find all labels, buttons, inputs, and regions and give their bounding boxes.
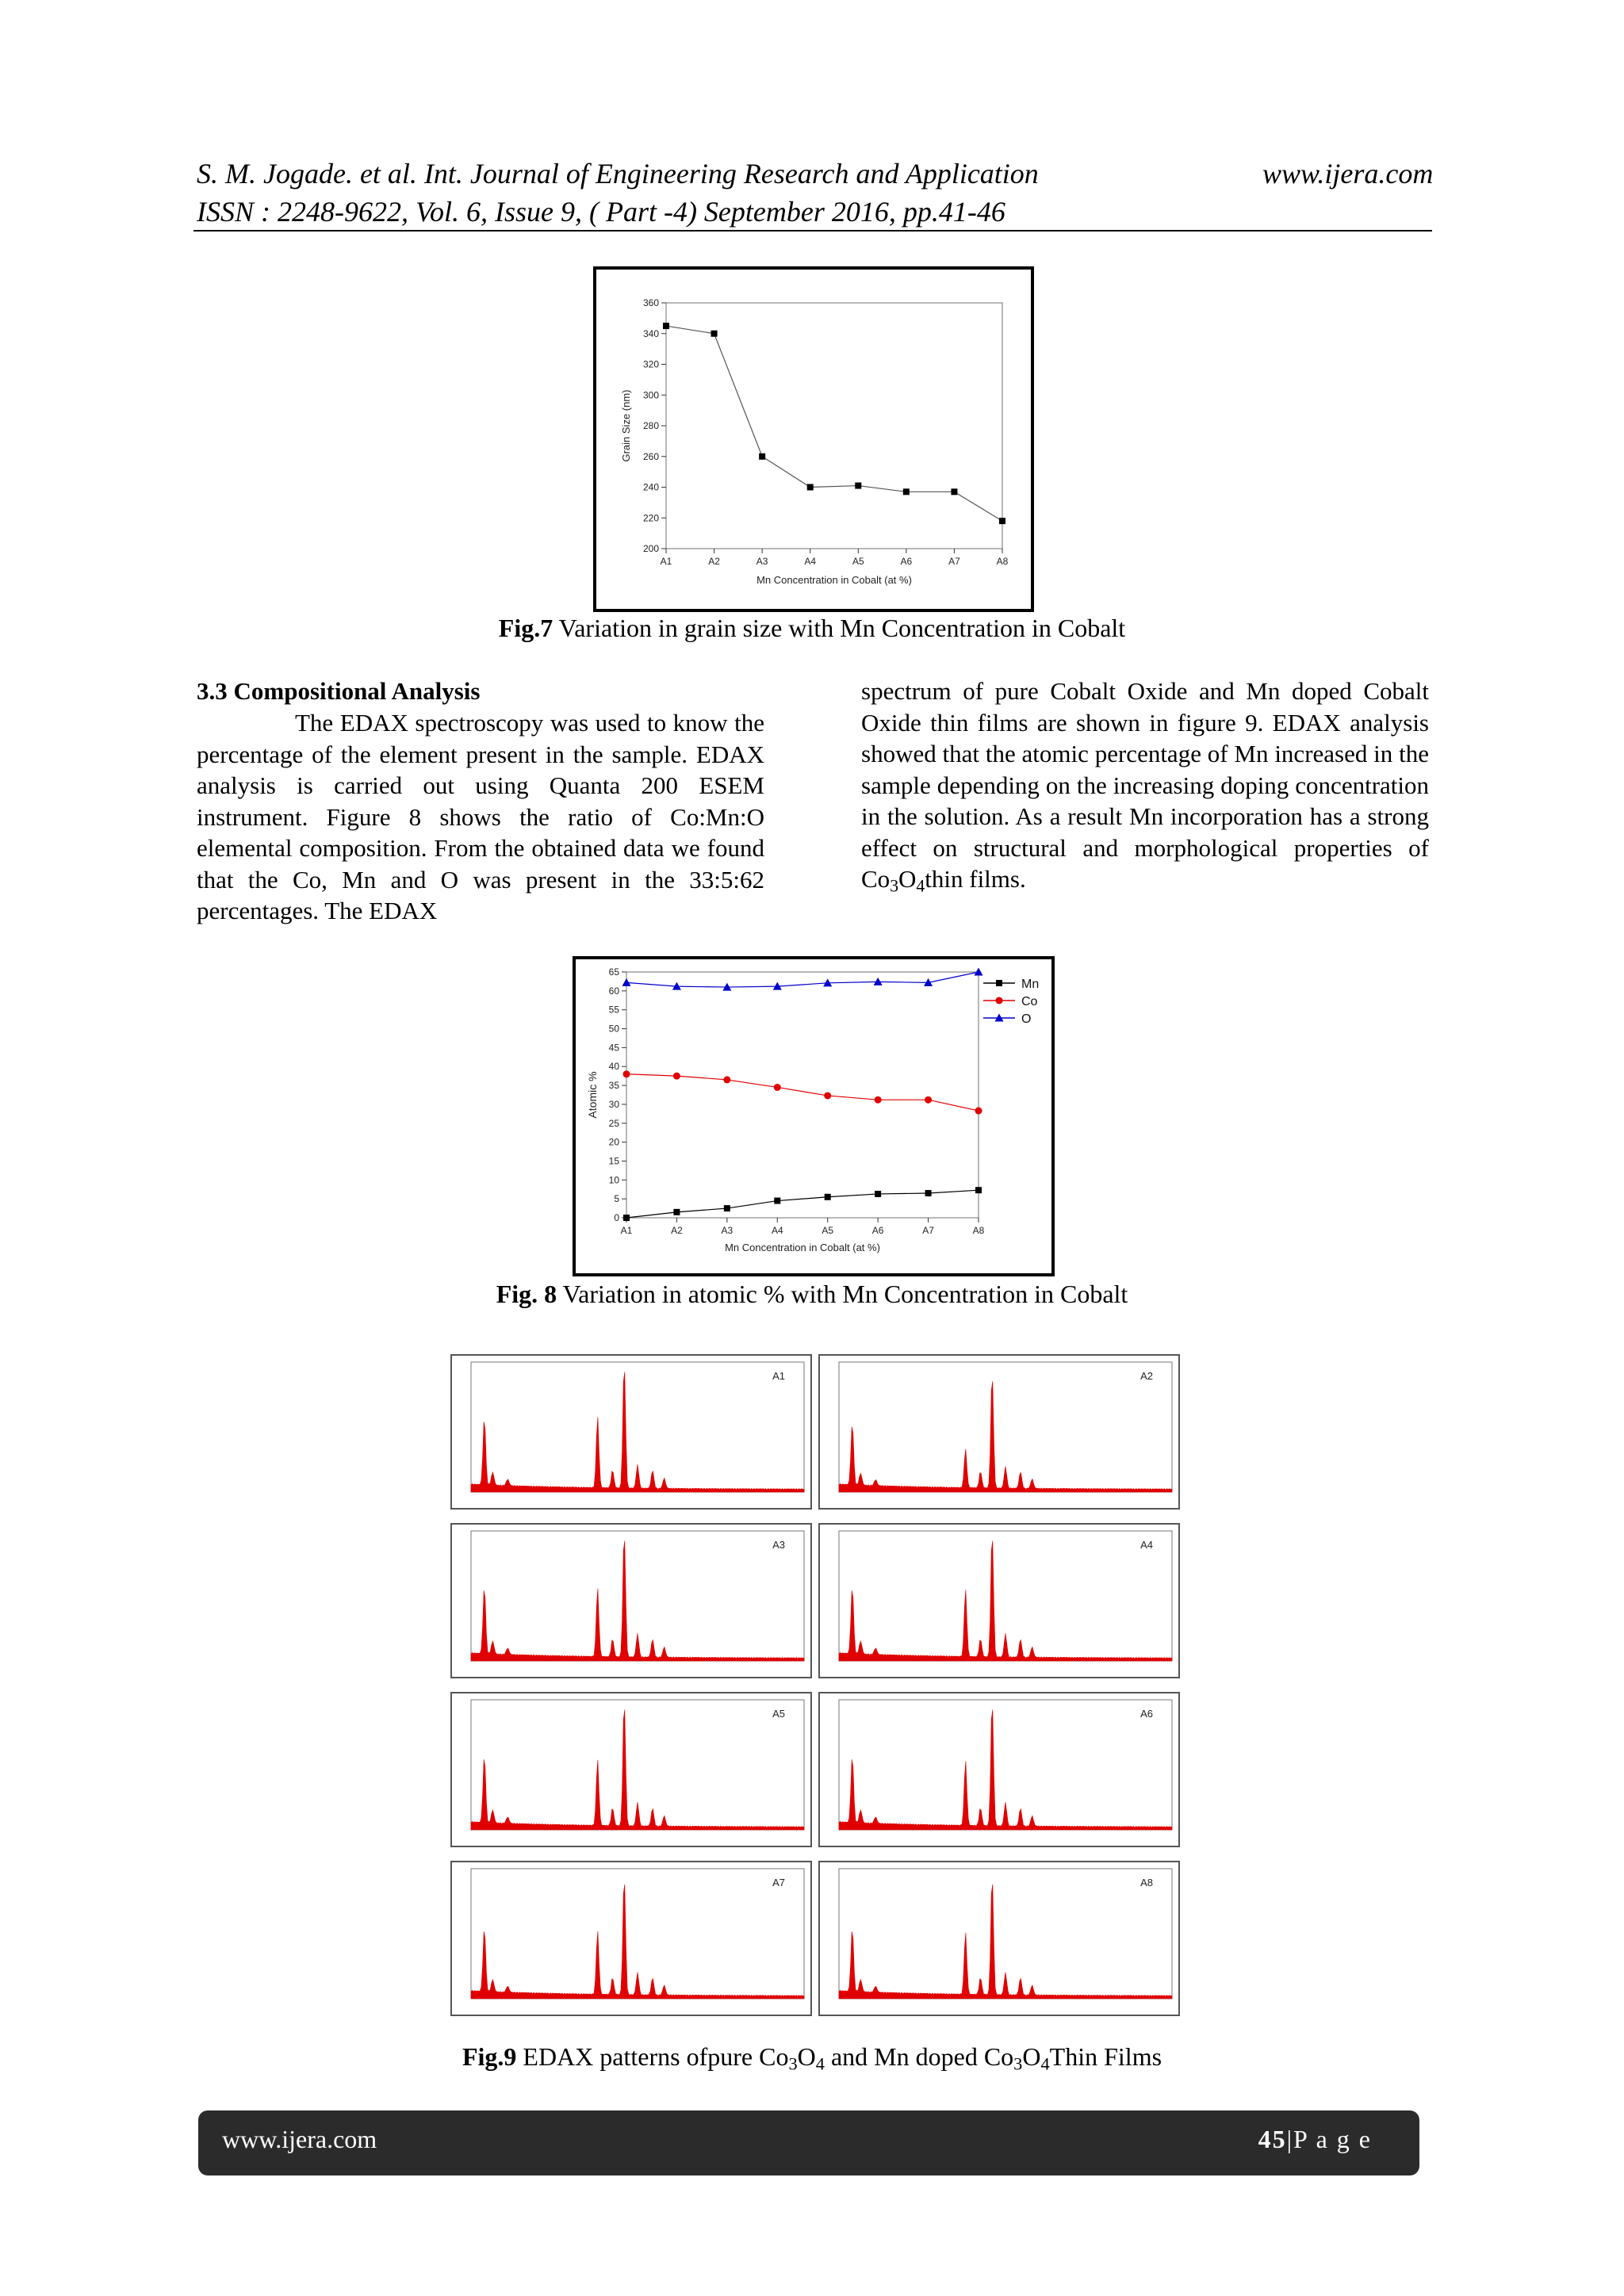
- fig7-data-point: [999, 518, 1005, 524]
- fig7-data-point: [663, 323, 669, 329]
- fig7-xtick-label: A6: [900, 556, 913, 567]
- fig8-y-axis-label: Atomic %: [586, 1071, 599, 1119]
- fig8-xtick-label: A8: [972, 1225, 985, 1236]
- edax-panel-label: A5: [772, 1708, 785, 1720]
- fig8-series-line-co: [626, 1074, 979, 1111]
- fig8-data-point-mn: [925, 1190, 932, 1196]
- edax-spectrum-a1: [452, 1356, 810, 1508]
- fig8-legend-marker-co: [996, 997, 1003, 1004]
- fig8-legend-label-mn: Mn: [1021, 978, 1040, 991]
- fig8-data-point-mn: [724, 1205, 730, 1211]
- right-column-paragraph: spectrum of pure Cobalt Oxide and Mn doped Cobalt Oxide thin films are shown in figure 9. EDAX analysis showed that the atomic percentage of Mn increased in the sample depending on the increasing doping concentration in the solution. As a result Mn incorporation has a strong effect on structural and morphological properties of: [861, 677, 1429, 862]
- edax-spectrum-fill: [471, 1710, 804, 1831]
- fig8-xtick-label: A7: [922, 1225, 934, 1236]
- running-header-site[interactable]: www.ijera.com: [1262, 158, 1434, 189]
- edax-panel-label: A6: [1140, 1708, 1153, 1720]
- fig7-ytick-label: 340: [642, 327, 659, 339]
- fig7-xtick-label: A2: [708, 556, 720, 567]
- edax-panel-label: A3: [772, 1539, 785, 1551]
- fig7-data-point: [711, 331, 718, 337]
- fig8-data-point-co: [925, 1096, 932, 1104]
- fig8-data-point-co: [673, 1073, 680, 1080]
- fig8-data-point-co: [875, 1096, 882, 1104]
- fig7-ytick-label: 260: [642, 450, 659, 462]
- fig8-caption-label: Fig. 8: [496, 1280, 557, 1308]
- fig7-data-point: [903, 488, 910, 495]
- fig7-xtick-label: A3: [756, 556, 768, 567]
- fig8-xtick-label: A2: [671, 1225, 683, 1236]
- fig8-ytick-label: 5: [614, 1193, 619, 1205]
- edax-spectrum-fill: [471, 1541, 804, 1662]
- fig7-ytick-label: 360: [642, 297, 659, 308]
- edax-panel-a1: [450, 1354, 812, 1510]
- fig8-frame: [573, 956, 1055, 1276]
- fig8-legend-label-o: O: [1021, 1012, 1032, 1026]
- edax-panel-a5: [450, 1692, 812, 1847]
- fig8-ytick-label: 65: [608, 966, 619, 978]
- edax-spectrum-fill: [471, 1885, 804, 1999]
- right-column-text: [861, 675, 1429, 895]
- fig7-grain-size-chart: [596, 270, 1031, 609]
- fig7-xtick-label: A8: [996, 556, 1009, 567]
- right-column-tail: $Co_3O_4thin$ films.: [861, 865, 1026, 896]
- edax-panel-label: A8: [1140, 1877, 1153, 1888]
- fig7-ytick-label: 240: [642, 481, 659, 493]
- fig8-x-axis-label: Mn Concentration in Cobalt (at %): [725, 1242, 880, 1253]
- edax-spectrum-a4: [820, 1525, 1178, 1677]
- fig8-data-point-mn: [975, 1187, 982, 1193]
- fig8-caption: [0, 1278, 1624, 1310]
- edax-spectrum-fill: [839, 1541, 1172, 1662]
- fig7-ytick-label: 280: [642, 420, 659, 431]
- fig8-data-point-mn: [774, 1198, 780, 1204]
- fig8-data-point-mn: [673, 1209, 680, 1215]
- edax-spectrum-fill: [839, 1710, 1172, 1831]
- fig7-caption-text: Variation in grain size with Mn Concentration in Cobalt: [553, 614, 1126, 642]
- fig7-caption: [0, 612, 1624, 644]
- fig7-y-axis-label: Grain Size (nm): [620, 389, 632, 462]
- edax-spectrum-a2: [820, 1356, 1178, 1508]
- fig8-ytick-label: 10: [608, 1174, 619, 1186]
- fig9-caption-label: Fig.9: [462, 2042, 517, 2071]
- fig7-data-point: [951, 488, 957, 495]
- fig7-data-point: [855, 483, 861, 489]
- page-footer: [198, 2110, 1419, 2175]
- running-header-issn: ISSN : 2248-9622, Vol. 6, Issue 9, ( Part -4) September 2016, pp.41-46: [197, 196, 1005, 228]
- edax-spectrum-a6: [820, 1693, 1178, 1846]
- left-column-paragraph: The EDAX spectroscopy was used to know the percentage of the element present in the sample. EDAX analysis is carried out using Quanta 200 ESEM instrument. Figure 8 shows the ratio of Co:Mn:O elemental composition. From the obtained data we found that the Co, Mn and O was present in the 33:5:62 percentages. The EDAX: [197, 709, 764, 924]
- edax-panel-a4: [818, 1523, 1180, 1678]
- fig7-frame: [593, 266, 1034, 612]
- fig7-ytick-label: 300: [642, 389, 659, 401]
- running-header-citation: S. M. Jogade. et al. Int. Journal of Engineering Research and Application: [197, 158, 1039, 189]
- fig8-ytick-label: 35: [608, 1080, 619, 1092]
- fig7-xtick-label: A4: [804, 556, 817, 567]
- fig8-data-point-mn: [623, 1215, 630, 1221]
- fig7-data-point: [759, 453, 765, 460]
- fig8-atomic-percent-chart: [576, 959, 1051, 1273]
- fig8-ytick-label: 50: [608, 1023, 619, 1035]
- fig8-ytick-label: 60: [608, 985, 619, 997]
- edax-spectrum-fill: [839, 1885, 1172, 1999]
- fig8-ytick-label: 45: [608, 1042, 619, 1054]
- fig8-data-point-mn: [825, 1194, 831, 1200]
- fig8-data-point-o: [622, 978, 631, 986]
- edax-spectrum-fill: [839, 1381, 1172, 1492]
- edax-panel-label: A4: [1140, 1539, 1153, 1551]
- fig7-xtick-label: A1: [660, 556, 672, 567]
- fig7-xtick-label: A7: [948, 556, 960, 567]
- edax-panel-a8: [818, 1861, 1180, 2016]
- edax-panel-label: A7: [772, 1877, 785, 1888]
- fig8-xtick-label: A3: [721, 1225, 733, 1236]
- fig8-ytick-label: 40: [608, 1061, 619, 1073]
- edax-spectrum-a3: [452, 1525, 810, 1677]
- fig8-data-point-mn: [875, 1191, 881, 1197]
- fig8-caption-text: Variation in atomic % with Mn Concentration in Cobalt: [557, 1280, 1128, 1308]
- edax-panel-a7: [450, 1861, 812, 2016]
- edax-panel-a2: [818, 1354, 1180, 1510]
- fig7-ytick-label: 200: [642, 543, 659, 554]
- fig8-data-point-co: [623, 1070, 630, 1077]
- fig8-plot-area: [626, 972, 979, 1218]
- edax-spectrum-a5: [452, 1693, 810, 1846]
- fig8-ytick-label: 20: [608, 1136, 619, 1148]
- fig7-ytick-label: 220: [642, 512, 659, 524]
- fig8-data-point-co: [723, 1076, 730, 1083]
- edax-spectrum-fill: [471, 1372, 804, 1493]
- fig8-ytick-label: 15: [608, 1155, 619, 1167]
- edax-spectrum-a7: [452, 1862, 810, 2015]
- edax-panel-label: A1: [772, 1370, 785, 1382]
- fig8-ytick-label: 25: [608, 1117, 619, 1129]
- edax-panel-label: A2: [1140, 1370, 1153, 1382]
- fig7-xtick-label: A5: [852, 556, 864, 567]
- footer-page-number: 45|P a g e: [1258, 2125, 1372, 2153]
- fig7-caption-label: Fig.7: [498, 614, 553, 642]
- fig8-data-point-co: [975, 1108, 982, 1115]
- fig8-data-point-co: [824, 1092, 831, 1099]
- fig8-legend-label-co: Co: [1021, 995, 1038, 1008]
- fig8-ytick-label: 30: [608, 1098, 619, 1110]
- fig8-xtick-label: A1: [620, 1225, 633, 1236]
- fig8-xtick-label: A5: [822, 1225, 834, 1236]
- fig7-x-axis-label: Mn Concentration in Cobalt (at %): [756, 574, 912, 586]
- fig7-ytick-label: 320: [642, 358, 659, 370]
- fig8-ytick-label: 0: [614, 1212, 619, 1223]
- fig8-xtick-label: A6: [871, 1225, 884, 1236]
- fig9-caption: Fig.9 EDAX patterns ofpure $Co_3O_4$ and Mn doped $Co_3O_4Thin$ Films: [462, 2042, 1162, 2074]
- fig8-xtick-label: A4: [771, 1225, 783, 1236]
- footer-site-link[interactable]: www.ijera.com: [222, 2125, 377, 2153]
- edax-panel-a6: [818, 1692, 1180, 1847]
- fig8-data-point-co: [774, 1084, 781, 1091]
- fig8-ytick-label: 55: [608, 1004, 619, 1016]
- section-heading: 3.3 Compositional Analysis: [197, 677, 481, 705]
- fig8-legend-marker-mn: [996, 980, 1002, 986]
- left-column-text: [197, 707, 764, 927]
- edax-spectrum-a8: [820, 1862, 1178, 2015]
- edax-panel-a3: [450, 1523, 812, 1678]
- header-rule: [193, 230, 1432, 232]
- fig7-data-point: [807, 484, 814, 491]
